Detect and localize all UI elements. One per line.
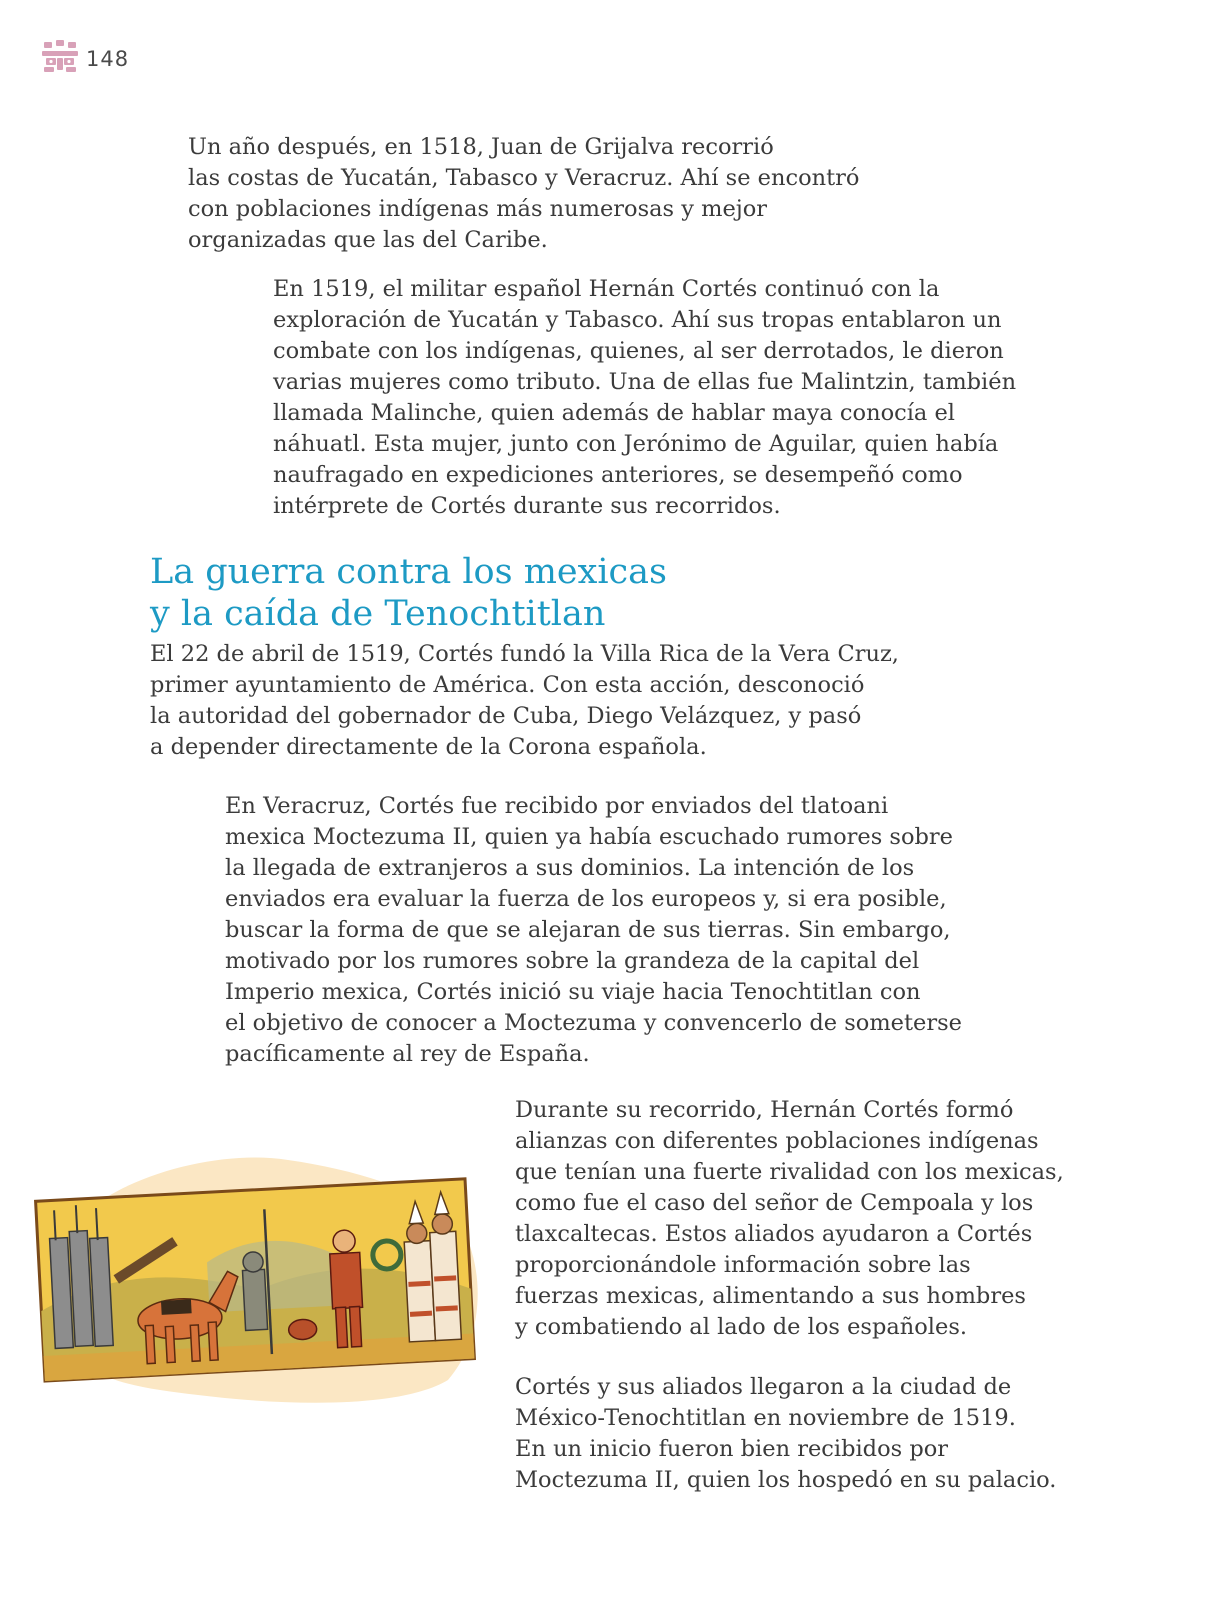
codex-illustration-icon — [28, 1150, 498, 1410]
paragraph-alianzas: Durante su recorrido, Hernán Cortés formó alianzas con diferentes poblaciones indígenas que tenían una fuerte rivalidad con los mexicas, como fue el caso del señor de Cempoala y los tlaxcaltecas. Estos aliados ayudaron a Cortés proporcionándole información sobre las fuerzas mexicas, alimentando a sus hombres y combatiendo al lado de los españoles. — [515, 1097, 1064, 1340]
section-heading: La guerra contra los mexicas y la caída de Tenochtitlan — [150, 552, 667, 634]
page-header — [42, 40, 129, 78]
paragraph-llegada-tenochtitlan: Cortés y sus aliados llegaron a la ciudad de México-Tenochtitlan en noviembre de 1519. En un inicio fueron bien recibidos por Moctezuma II, quien los hospedó en su palacio. — [515, 1374, 1057, 1493]
paragraph-villa-rica: El 22 de abril de 1519, Cortés fundó la Villa Rica de la Vera Cruz, primer ayuntamiento de América. Con esta acción, desconoció la autoridad del gobernador de Cuba, Diego Velázquez, y pasó a depender directamente de la Corona española. — [150, 641, 899, 760]
paragraph-veracruz-moctezuma: En Veracruz, Cortés fue recibido por enviados del tlatoani mexica Moctezuma II, quien ya había escuchado rumores sobre la llegada de extranjeros a sus dominios. La intención de los enviados era evaluar la fuerza de los europeos y, si era posible, buscar la forma de que se alejaran de sus tierras. Sin embargo, motivado por los rumores sobre la grandeza de la capital del Imperio mexica, Cortés inició su viaje hacia Tenochtitlan con el objetivo de conocer a Moctezuma y convencerlo de someterse pacíficamente al rey de España. — [225, 793, 962, 1067]
paragraph-grijalva: Un año después, en 1518, Juan de Grijalva recorrió las costas de Yucatán, Tabasco y Veracruz. Ahí se encontró con poblaciones indígenas más numerosas y mejor organizadas que las del Caribe. — [188, 134, 860, 253]
page-number: 148 — [86, 47, 130, 71]
codex-figure — [28, 1150, 498, 1410]
paragraph-cortes-malintzin: En 1519, el militar español Hernán Cortés continuó con la exploración de Yucatán y Tabasco. Ahí sus tropas entablaron un combate con los indígenas, quienes, al ser derrotados, le dieron varias mujeres como tributo. Una de ellas fue Malintzin, también llamada Malinche, quien además de hablar maya conocía el náhuatl. Esta mujer, junto con Jerónimo de Aguilar, quien había naufragado en expediciones anteriores, se desempeñó como intérprete de Cortés durante sus recorridos. — [273, 276, 1017, 519]
aztec-glyph-icon — [42, 40, 78, 78]
